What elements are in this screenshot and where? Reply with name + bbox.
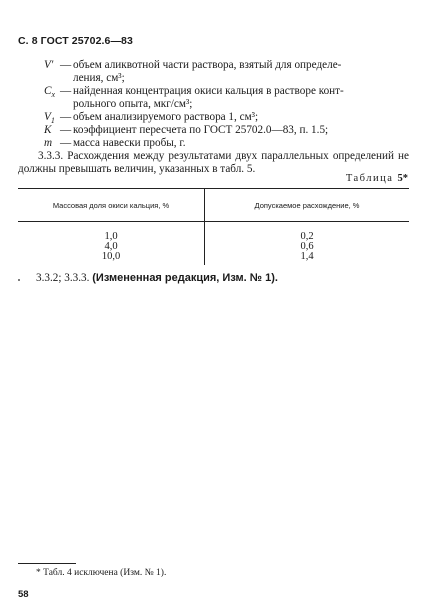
variable-definition-continuation: рольного опыта, мкг/см³;	[73, 98, 193, 110]
definition-dash: —	[60, 85, 72, 97]
variable-symbol: $V_1$	[44, 111, 55, 126]
table-cell: 0,6	[300, 241, 314, 252]
page-header: С. 8 ГОСТ 25702.6—83	[18, 35, 133, 47]
table-header-cell: Допускаемое расхождение, %	[254, 201, 360, 210]
variable-symbol: V′	[44, 59, 54, 71]
definition-dash: —	[60, 124, 72, 136]
table-caption: Таблица 5*	[345, 173, 408, 184]
table-top-rule	[18, 188, 409, 189]
variable-definition: объем аликвотной части раствора, взятый для определе-	[73, 59, 342, 71]
definition-dash: —	[60, 111, 72, 123]
footnote-rule	[18, 563, 76, 564]
variable-definition: объем анализируемого раствора 1, см³;	[73, 111, 259, 123]
variable-definition: масса навески пробы, г.	[73, 137, 186, 149]
variable-definition: найденная концентрация окиси кальция в растворе конт-	[73, 85, 344, 97]
table-cell: 1,0	[104, 231, 118, 242]
definition-dash: —	[60, 137, 72, 149]
table-cell: 10,0	[101, 251, 121, 262]
table-cell: 0,2	[300, 231, 314, 242]
paragraph-3-3-3: 3.3.3. Расхождения между результатами двух параллельных определений не должны превышать величин, указанных в табл. 5.	[18, 150, 409, 175]
variable-definition-continuation: ления, см³;	[73, 72, 125, 84]
table-header-cell: Массовая доля окиси кальция, %	[52, 201, 170, 210]
table-cell: 1,4	[300, 251, 314, 262]
amendment-note: 3.3.2; 3.3.3. (Измененная редакция, Изм. № 1).	[36, 272, 278, 284]
table-number: 5*	[397, 173, 408, 184]
table-cell: 4,0	[104, 241, 118, 252]
footnote: * Табл. 4 исключена (Изм. № 1).	[36, 568, 167, 578]
margin-speck	[18, 279, 20, 281]
page-number: 58	[18, 589, 29, 600]
definition-dash: —	[60, 59, 72, 71]
variable-symbol: K	[44, 124, 52, 136]
amendment-note-bold: (Измененная редакция, Изм. № 1).	[92, 272, 278, 284]
variable-symbol: $C_x$	[44, 85, 56, 100]
table-header-rule	[18, 221, 409, 222]
variable-definition: коэффициент пересчета по ГОСТ 25702.0—83, п. 1.5;	[73, 124, 329, 136]
variable-symbol: m	[44, 137, 53, 149]
